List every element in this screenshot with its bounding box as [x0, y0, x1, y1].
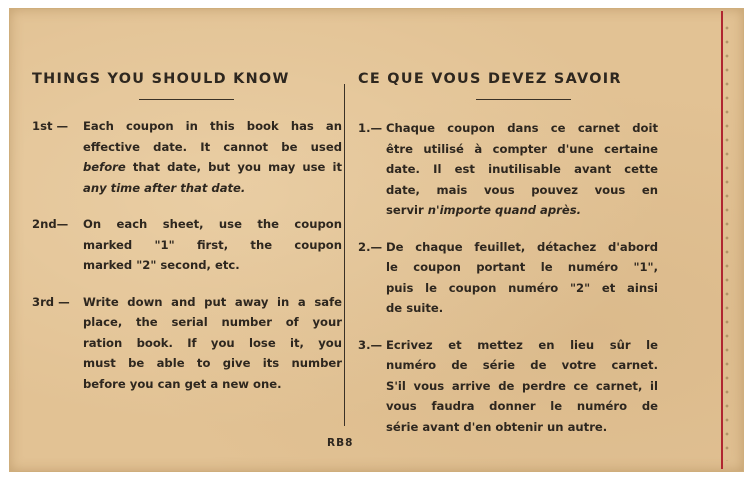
- text-line: numéro de série de votre carnet.: [386, 358, 658, 372]
- text-line: être utilisé à compter d'une certaine: [386, 141, 658, 156]
- item-text: [386, 237, 658, 319]
- french-column: [358, 69, 658, 437]
- text-line: must be able to give its number: [83, 356, 342, 370]
- english-heading-rule: [139, 99, 234, 100]
- text-line: any time after that date.: [83, 180, 246, 195]
- text-line: Ecrivez et mettez en lieu sûr le: [386, 337, 658, 352]
- text-line: place, the serial number of your: [83, 315, 342, 329]
- item-text: [83, 116, 342, 198]
- item-number: 2nd—: [32, 217, 69, 231]
- text-line: [83, 157, 342, 178]
- item-number: 3.—: [358, 337, 383, 352]
- text-line: De chaque feuillet, détachez d'abord: [386, 239, 658, 254]
- text-line: date. Il est inutilisable avant cette: [386, 162, 658, 176]
- french-heading: CE QUE VOUS DEVEZ SAVOIR: [358, 71, 622, 87]
- text-line: série avant d'en obtenir un autre.: [386, 419, 608, 434]
- french-item-3: [358, 335, 658, 438]
- text-line: le coupon portant le numéro "1",: [386, 260, 658, 274]
- italic-text: before: [83, 160, 126, 174]
- item-text: [386, 118, 658, 221]
- form-code: RB8: [327, 437, 354, 449]
- text-line: Chaque coupon dans ce carnet doit: [386, 121, 658, 135]
- stitch-holes: [725, 21, 729, 461]
- item-text: [386, 335, 658, 438]
- english-column: [32, 69, 342, 394]
- column-divider: [344, 84, 345, 426]
- text-line: Write down and put away in a safe: [83, 294, 342, 309]
- item-number: 2.—: [358, 239, 383, 254]
- binding-stitch: [721, 11, 723, 469]
- item-number: 1.—: [358, 121, 383, 135]
- french-heading-rule: [476, 99, 571, 100]
- text-run: that date, but you may use it: [125, 160, 342, 174]
- text-run: servir: [386, 203, 428, 217]
- english-heading: THINGS YOU SHOULD KNOW: [32, 71, 290, 87]
- text-line: date, mais vous pouvez vous en: [386, 182, 658, 197]
- text-line: [386, 200, 658, 221]
- text-line: de suite.: [386, 301, 444, 315]
- italic-text: n'importe quand après.: [427, 203, 582, 217]
- text-line: S'il vous arrive de perdre ce carnet, il: [386, 378, 658, 393]
- text-line: marked "1" first, the coupon: [83, 237, 342, 252]
- english-item-1: [32, 116, 342, 198]
- english-item-2: [32, 214, 342, 276]
- item-number: 3rd —: [32, 294, 70, 309]
- item-number: 1st —: [32, 119, 73, 133]
- text-line: marked "2" second, etc.: [83, 258, 240, 272]
- text-line: On each sheet, use the coupon: [83, 217, 342, 231]
- text-line: effective date. It cannot be used: [83, 139, 342, 154]
- text-line: before you can get a new one.: [83, 376, 282, 391]
- french-item-1: [358, 118, 658, 221]
- french-item-2: [358, 237, 658, 319]
- item-text: [83, 292, 342, 395]
- english-item-3: [32, 292, 342, 395]
- item-text: [83, 214, 342, 276]
- text-line: puis le coupon numéro "2" et ainsi: [386, 280, 658, 295]
- text-line: Each coupon in this book has an: [83, 119, 342, 133]
- text-line: vous faudra donner le numéro de: [386, 399, 658, 413]
- text-line: ration book. If you lose it, you: [83, 335, 342, 350]
